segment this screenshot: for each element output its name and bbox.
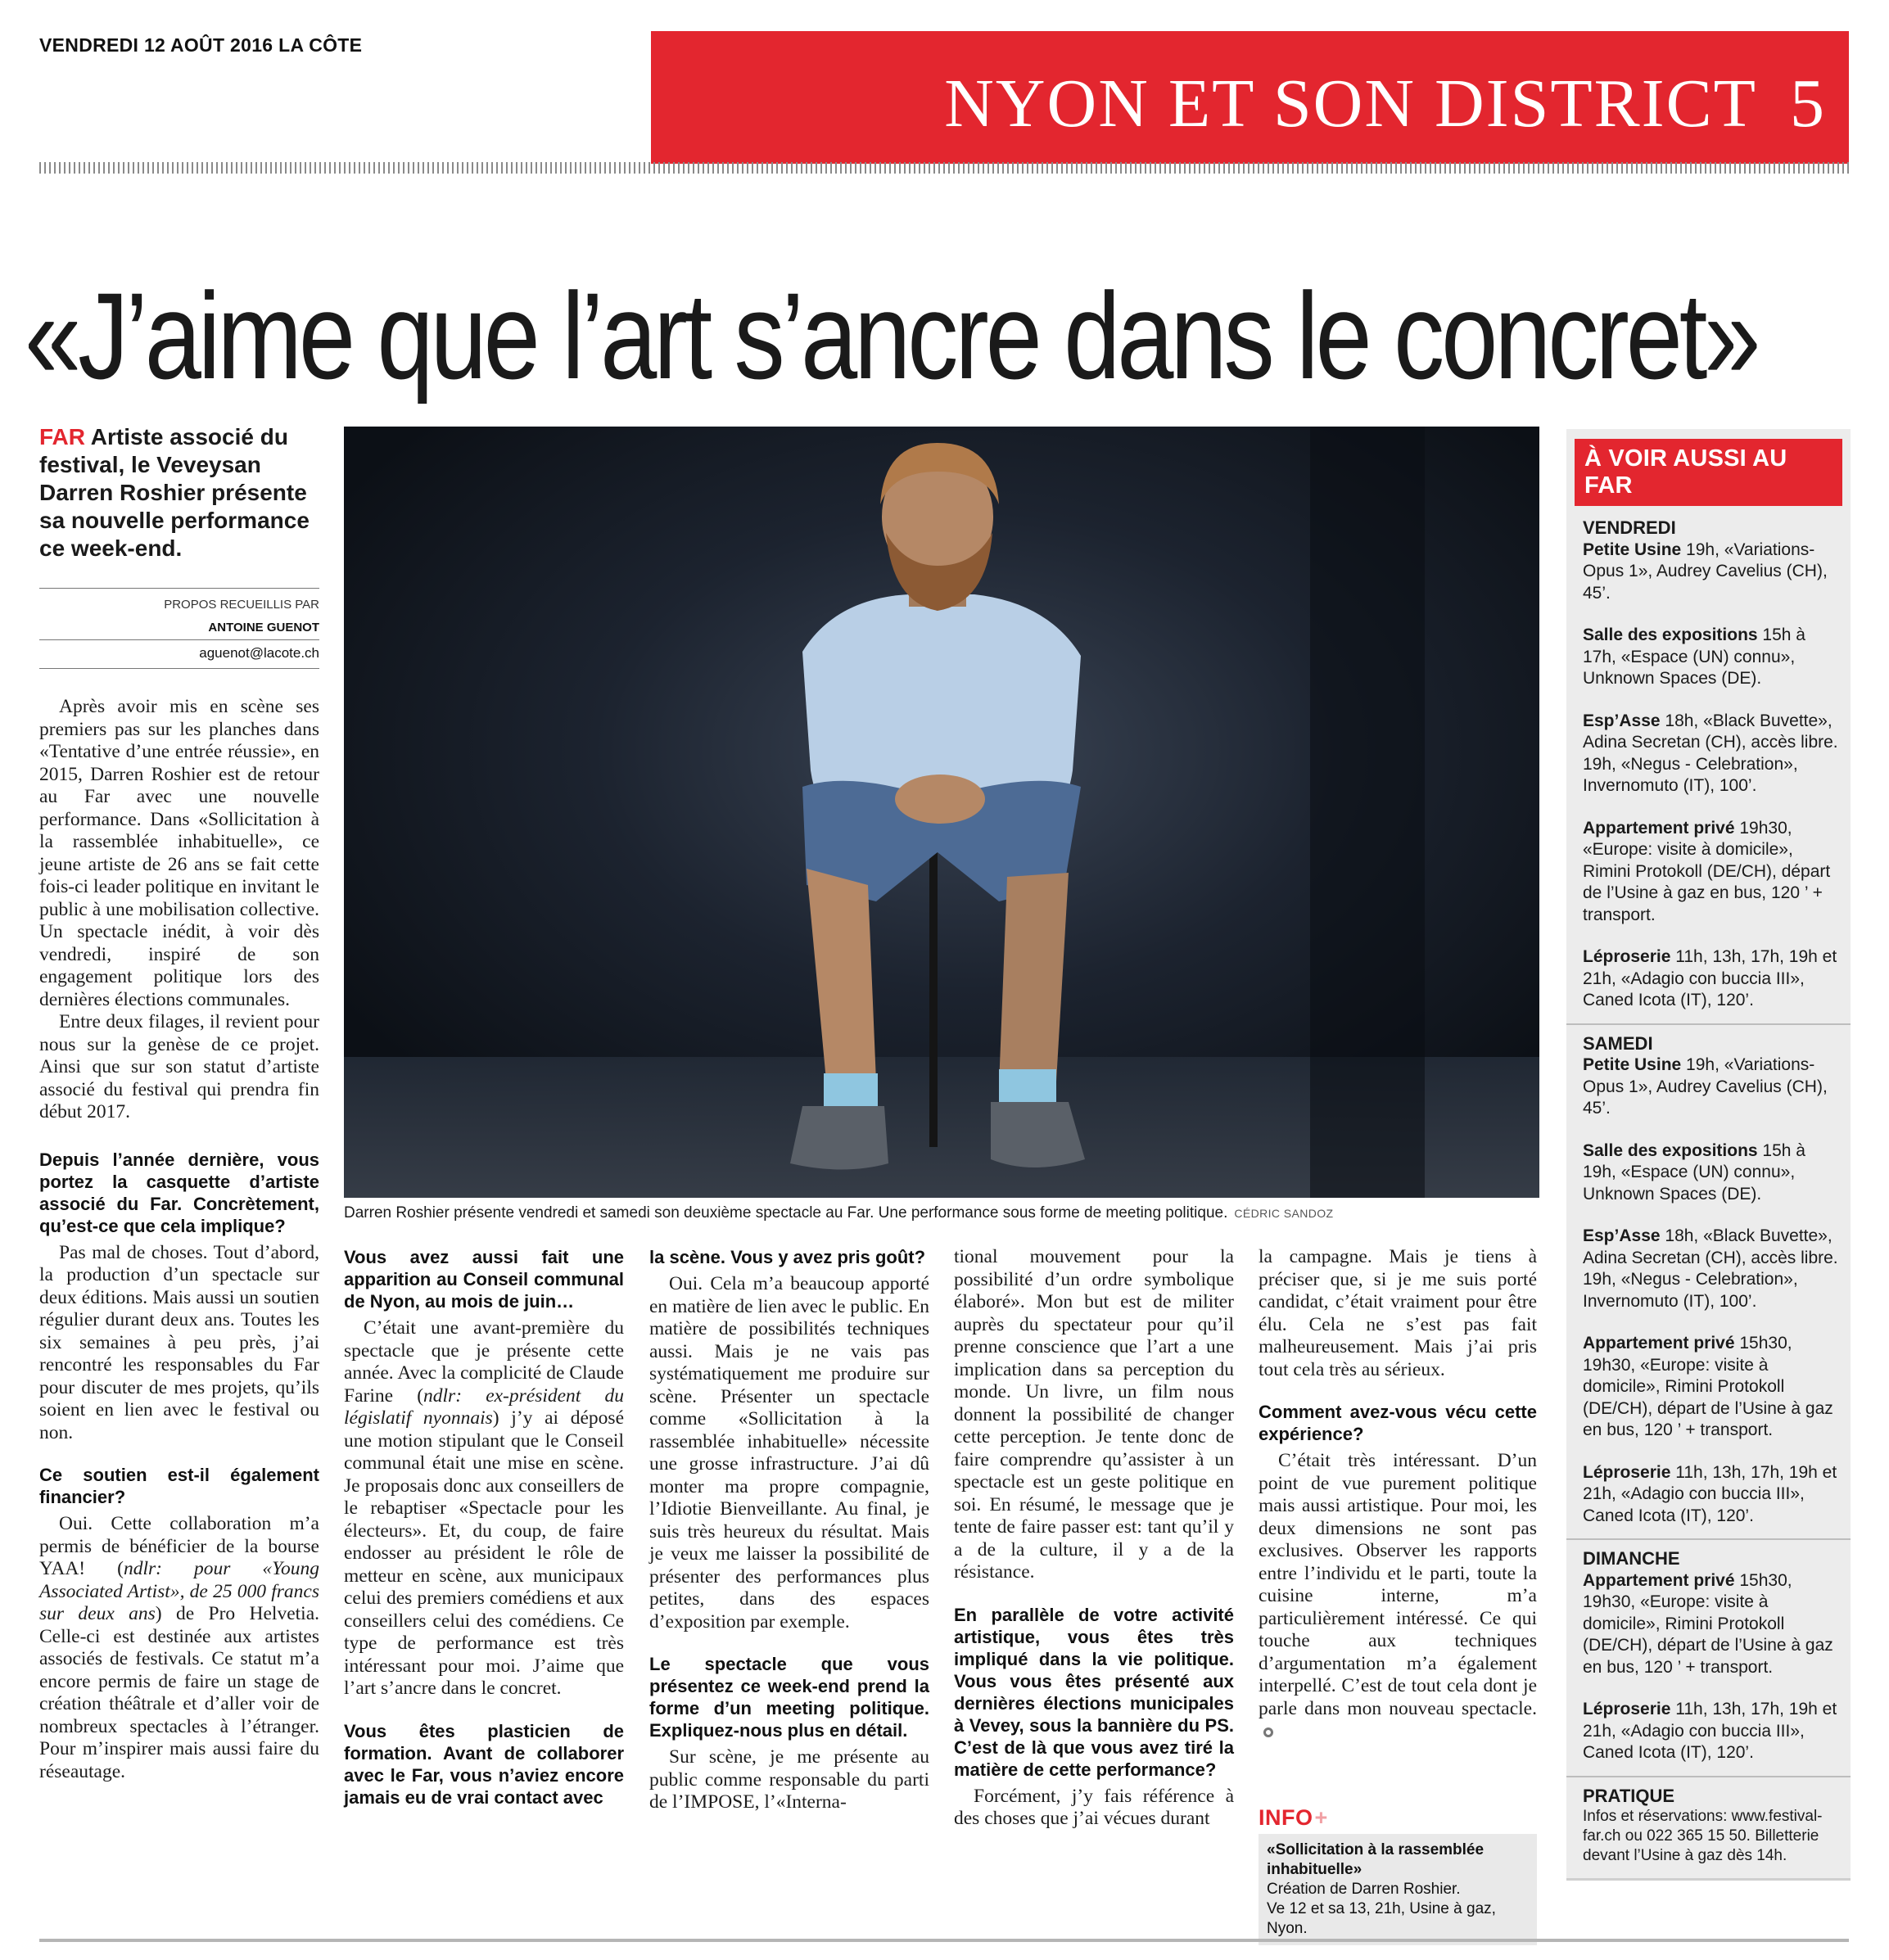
agenda-divider-pratique xyxy=(1566,1776,1851,1777)
event-venue: Appartement privé xyxy=(1583,1334,1735,1353)
header-dotted-rule xyxy=(39,162,1849,174)
answer-3-note: ndlr: ex-président du législatif nyonnais xyxy=(344,1384,624,1429)
answer-6: Forcément, j’y fais référence à des choses que j’ai vécues durant xyxy=(954,1785,1234,1829)
sidebar-agenda xyxy=(1566,429,1851,1881)
lead-text: Artiste associé du festival, le Veveysan Darren Roshier présente sa nouvelle performance ce week-end. xyxy=(39,424,310,561)
event-details: 18h, «Black Buvette», Adina Secretan (CH), accès libre. 19h, «Negus - Celebration», Invernomuto (IT), 100’. xyxy=(1583,1226,1838,1311)
byline-intro: PROPOS RECUEILLIS PAR xyxy=(164,598,319,612)
body-column-1 xyxy=(39,696,319,1783)
pratique-text: Infos et réservations: www.festival-far.ch ou 022 365 15 50. Billetterie devant l’Usine à gaz dès 14h. xyxy=(1583,1808,1823,1864)
info-label-text: INFO xyxy=(1259,1805,1313,1830)
event-details: 11h, 13h, 17h, 19h et 21h, «Adagio con buccia III», Caned Icota (IT), 120’. xyxy=(1583,1462,1837,1525)
body-column-3 xyxy=(649,1246,929,1814)
info-title: «Sollicitation à la rassemblée inhabituelle» xyxy=(1267,1841,1485,1878)
question-5: Le spectacle que vous présentez ce week-end prend la forme d’un meeting politique. Expliquez-nous plus en détail. xyxy=(649,1654,929,1741)
photo-credit: CÉDRIC SANDOZ xyxy=(1234,1207,1334,1220)
event-details: 15h à 17h, «Espace (UN) connu», Unknown Spaces (DE). xyxy=(1583,625,1805,688)
event-venue: Salle des expositions xyxy=(1583,1140,1758,1160)
answer-5: Sur scène, je me présente au public comme responsable du parti de l’IMPOSE, l’«Interna- xyxy=(649,1746,929,1813)
event-venue: Appartement privé xyxy=(1583,1570,1735,1590)
agenda-event xyxy=(1583,1699,1839,1764)
answer-2 xyxy=(39,1513,319,1783)
byline-rule-bottom xyxy=(39,668,319,669)
event-details: 18h, «Black Buvette», Adina Secretan (CH), accès libre. 19h, «Negus - Celebration», Invernomuto (IT), 100’. xyxy=(1583,711,1838,795)
event-details: 19h, «Variations-Opus 1», Audrey Cavelius (CH), 45’. xyxy=(1583,540,1828,603)
photo-caption xyxy=(344,1204,1539,1222)
event-details: 11h, 13h, 17h, 19h et 21h, «Adagio con buccia III», Caned Icota (IT), 120’. xyxy=(1583,1700,1837,1762)
article-photo xyxy=(344,427,1539,1198)
event-venue: Salle des expositions xyxy=(1583,625,1758,644)
event-details: 15h30, 19h30, «Europe: visite à domicile», Rimini Protokoll (DE/CH), départ de l’Usine à gaz en bus, 120 ’ + transport. xyxy=(1583,1334,1833,1439)
answer-2-part-1: Oui. Cette collaboration m’a permis de bénéficier de la bourse YAA! ( xyxy=(39,1513,319,1579)
answer-3-part-2: ) j’y ai déposé une motion stipulant que le Conseil communal était une mise en scène. Je proposais donc aux conseillers de le rebaptiser «Spectacle pour les électeurs». Et, du coup, de faire endosser au président le rôle de metteur en scène, aux municipaux celui des premiers comédiens et aux conseillers celui des comédiens. Ce type de performance est très intéressant pour moi. J’aime que l’art s’ancre dans le concret. xyxy=(344,1407,624,1699)
section-banner xyxy=(651,31,1849,164)
sidebar-content xyxy=(1566,506,1851,1866)
body-column-2 xyxy=(344,1246,624,1813)
agenda-day-divider xyxy=(1566,1538,1851,1540)
agenda-event xyxy=(1583,818,1839,927)
page-number: 5 xyxy=(1790,65,1826,142)
agenda-day: DIMANCHE xyxy=(1583,1548,1680,1569)
info-line-1: Création de Darren Roshier. xyxy=(1267,1881,1461,1898)
agenda-event xyxy=(1583,1226,1839,1312)
question-6: En parallèle de votre activité artistique, vous êtes très impliqué dans la vie politique. Vous vous êtes présenté aux dernières élections municipales à Vevey, sous la bannière du PS. C’est de là que vous avez tiré la matière de cette performance? xyxy=(954,1604,1234,1780)
byline-email[interactable]: aguenot@lacote.ch xyxy=(199,645,319,661)
article-lead xyxy=(39,423,310,562)
intro-paragraph-2: Entre deux filages, il revient pour nous sur la genèse de ce projet. Ainsi que sur son statut d’artiste associé du festival qui prendra fin début 2017. xyxy=(39,1011,319,1122)
section-name: NYON ET SON DISTRICT xyxy=(944,65,1757,142)
agenda-event xyxy=(1583,711,1839,797)
sidebar-title: À VOIR AUSSI AU FAR xyxy=(1575,439,1842,506)
event-details: 15h30, 19h30, «Europe: visite à domicile», Rimini Protokoll (DE/CH), départ de l’Usine à gaz en bus, 120 ’ + transport. xyxy=(1583,1570,1833,1677)
lead-kicker: FAR xyxy=(39,424,85,449)
newspaper-name: LA CÔTE xyxy=(278,34,363,56)
answer-5-continued: tional mouvement pour la possibilité d’un ordre symbolique élaboré». Mon but est de militer auprès du spectateur pour qu’il prenne conscience que l’art a une implication dans sa perception du monde. Un livre, un film nous donnent la possibilité de changer cette perception. Je tente donc de faire comprendre qu’assister à un spectacle est un geste politique en soi. En résumé, le message que je tente de faire passer est: tant qu’il y a de la culture, il y a de la résistance. xyxy=(954,1246,1234,1583)
question-4-continued: la scène. Vous y avez pris goût? xyxy=(649,1247,926,1267)
event-venue: Esp’Asse xyxy=(1583,711,1661,730)
agenda-event xyxy=(1583,946,1839,1012)
byline-author: ANTOINE GUENOT xyxy=(208,621,319,635)
agenda-event xyxy=(1583,1140,1839,1206)
pratique-title: PRATIQUE xyxy=(1583,1785,1675,1806)
question-7: Comment avez-vous vécu cette expérience? xyxy=(1259,1402,1537,1444)
answer-7-text: C’était très intéressant. D’un point de vue purement politique mais aussi artistique. Pour moi, les deux dimensions ne sont pas exclusives. Observer les rapports entre l’individu et le parti, toute la cuisine interne, m’a particulièrement intéressé. Ce qui touche aux techniques d’argumentation m’a également interpellé. C’est de tout cela dont je parle dans mon nouveau spectacle. xyxy=(1259,1450,1537,1719)
event-venue: Léproserie xyxy=(1583,1700,1671,1718)
photo-illustration xyxy=(344,427,1539,1198)
agenda-event xyxy=(1583,1333,1839,1442)
event-details: 11h, 13h, 17h, 19h et 21h, «Adagio con buccia III», Caned Icota (IT), 120’. xyxy=(1583,947,1837,1009)
end-of-article-icon xyxy=(1263,1727,1273,1737)
event-venue: Appartement privé xyxy=(1583,818,1735,838)
answer-4: Oui. Cela m’a beaucoup apporté en matière de lien avec le public. En matière de possibilités techniques aussi. Mais je ne vais pas systématiquement me produire sur scène. Présenter un spectacle comme «Sollicitation à la rassemblée inhabituelle» nécessite une grosse infrastructure. J’ai dû monter ma propre compagnie, l’Idiotie Bienveillante. Au final, je suis très heureux du résultat. Mais je veux me laisser la possibilité de présenter des performances plus petites, dans des espaces d’exposition par exemple. xyxy=(649,1273,929,1633)
event-venue: Esp’Asse xyxy=(1583,1226,1661,1245)
agenda-event xyxy=(1583,540,1839,605)
byline-rule-mid xyxy=(39,639,319,640)
answer-3 xyxy=(344,1317,624,1700)
info-line-2: Ve 12 et sa 13, 21h, Usine à gaz, Nyon. xyxy=(1267,1900,1496,1937)
event-venue: Léproserie xyxy=(1583,1462,1671,1482)
agenda-event xyxy=(1583,1462,1839,1528)
answer-3-part-1: C’était une avant-première du spectacle que je présente cette année. Avec la complicité de Claude Farine ( xyxy=(344,1317,624,1407)
event-venue: Petite Usine xyxy=(1583,540,1682,559)
answer-1: Pas mal de choses. Tout d’abord, la production d’un spectacle sur deux éditions. Mais aussi un soutien régulier durant deux ans. Toutes les six semaines à peu près, j’ai rencontré les responsables du Far pour discuter de mes projets, qu’ils soient en lien avec le festival ou non. xyxy=(39,1241,319,1443)
answer-2-part-2: ) de Pro Helvetia. Celle-ci est destinée aux artistes associés de festivals. Ce statut m’a encore permis de faire un stage de création théâtrale et d’aller voir de nombreux spectacles à l’étranger. Pour m’inspirer mais aussi faire du réseautage. xyxy=(39,1603,319,1782)
event-details: 19h30, «Europe: visite à domicile», Rimini Protokoll (DE/CH), départ de l’Usine à gaz en bus, 120 ’ + transport. xyxy=(1583,818,1831,924)
event-venue: Léproserie xyxy=(1583,947,1671,966)
body-column-5 xyxy=(1259,1246,1537,1743)
event-venue: Petite Usine xyxy=(1583,1055,1682,1074)
agenda-day-divider xyxy=(1566,1023,1851,1025)
body-column-4 xyxy=(954,1246,1234,1831)
info-plus-icon: + xyxy=(1314,1805,1328,1830)
agenda-day: VENDREDI xyxy=(1583,517,1676,538)
event-details: 15h à 19h, «Espace (UN) connu», Unknown Spaces (DE). xyxy=(1583,1140,1805,1204)
info-body xyxy=(1259,1834,1537,1945)
agenda-event xyxy=(1583,625,1839,690)
footer-rule xyxy=(39,1939,1849,1942)
agenda-event xyxy=(1583,1055,1839,1120)
agenda-day: SAMEDI xyxy=(1583,1032,1653,1054)
caption-text: Darren Roshier présente vendredi et samedi son deuxième spectacle au Far. Une performance sous forme de meeting politique. xyxy=(344,1204,1228,1222)
dateline xyxy=(39,34,362,56)
byline-rule-top xyxy=(39,588,319,589)
section-title xyxy=(944,64,1826,143)
info-label xyxy=(1259,1805,1537,1831)
answer-7 xyxy=(1259,1450,1537,1743)
article-headline: «J’aime que l’art s’ancre dans le concret» xyxy=(25,267,1758,404)
answer-6-continued: la campagne. Mais je tiens à préciser que, si je me suis porté candidat, c’était vraiment pour être élu. Cela ne s’est pas fait malheureusement. Mais j’ai pris tout cela très au sérieux. xyxy=(1259,1246,1537,1380)
question-1: Depuis l’année dernière, vous portez la casquette d’artiste associé du Far. Concrètement, qu’est-ce que cela implique? xyxy=(39,1149,319,1236)
event-details: 19h, «Variations-Opus 1», Audrey Cavelius (CH), 45’. xyxy=(1583,1055,1828,1118)
intro-paragraph-1: Après avoir mis en scène ses premiers pas sur les planches dans «Tentative d’une entrée réussie», en 2015, Darren Roshier est de retour au Far avec une nouvelle performance. Dans «Sollicitation à la rassemblée inhabituelle», ce jeune artiste de 26 ans se fait cette fois-ci leader politique en invitant le public à une mobilisation collective. Un spectacle inédit, à voir dès vendredi, inspiré de son engagement politique lors des dernières élections communales. xyxy=(39,696,319,1010)
question-4: Vous êtes plasticien de formation. Avant de collaborer avec le Far, vous n’aviez encore jamais eu de vrai contact avec xyxy=(344,1720,624,1808)
info-box xyxy=(1259,1805,1537,1945)
issue-date: VENDREDI 12 AOÛT 2016 xyxy=(39,34,273,56)
question-3: Vous avez aussi fait une apparition au Conseil communal de Nyon, au mois de juin… xyxy=(344,1247,624,1312)
answer-2-note: ndlr: pour «Young Associated Artist», de 25 000 francs sur deux ans xyxy=(39,1558,319,1624)
agenda-event xyxy=(1583,1570,1839,1679)
question-2: Ce soutien est-il également financier? xyxy=(39,1465,319,1507)
